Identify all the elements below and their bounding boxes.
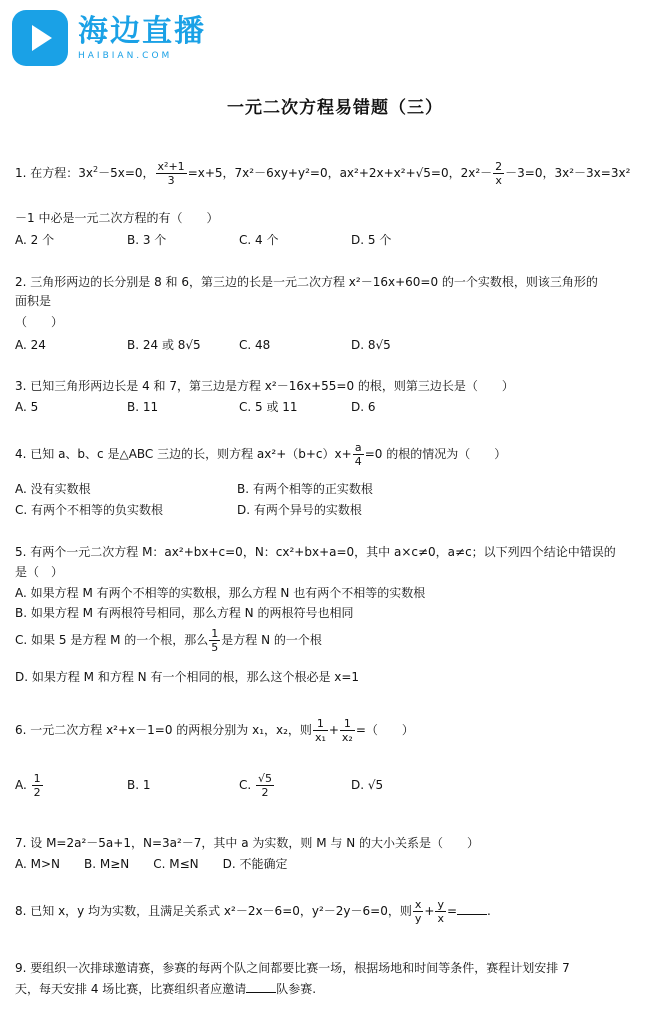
q1-line2: －1 中必是一元二次方程的有（ ） (15, 211, 219, 225)
q2-opt-d: D. 8√5 (351, 338, 391, 352)
q1-opt-b: B. 3 个 (127, 233, 167, 247)
q4-options-row1 (15, 480, 459, 497)
q4-opt-b: B. 有两个相等的正实数根 (237, 482, 373, 496)
page-title: 一元二次方程易错题（三） (227, 98, 443, 118)
q6-opt-c: C. $\frac{√5}{2}$ (239, 772, 273, 799)
logo (12, 10, 206, 66)
answer-blank (457, 904, 487, 915)
q1-opt-a: A. 2 个 (15, 233, 55, 247)
q1-opt-c: C. 4 个 (239, 233, 279, 247)
q1-options (15, 231, 463, 248)
q8-line1: 8. 已知 x，y 均为实数，且满足关系式 x²－2x－6=0，y²－2y－6=0，则 $\frac{x}{y}$ + $\frac{y}{x}$ = . (15, 898, 491, 925)
q2-opt-c: C. 48 (239, 338, 271, 352)
q3-opt-d: D. 6 (351, 400, 376, 414)
q1-line1: 1. 在方程：$3x^2-5x=0$， $\frac{\text{x²+1}}{3}$ =x+5，7x²－6xy+y²=0，ax²+2x+x²+√5=0，2x²－ $\frac{2}{x}$ －3=0，3x²－3x=3x² (15, 160, 631, 187)
q6-opt-d: D. √5 (351, 778, 384, 792)
q7-options: A. M>N B. M≥N C. M≤N D. 不能确定 (15, 857, 288, 871)
q2-opt-b: B. 24 或 8√5 (127, 338, 201, 352)
q2-line2: 面积是 (15, 294, 52, 308)
q7-line1: 7. 设 M=2a²－5a+1，N=3a²－7，其中 a 为实数，则 M 与 N 的大小关系是（ ） (15, 836, 480, 850)
answer-blank (246, 982, 276, 993)
q5-opt-d: D. 如果方程 M 和方程 N 有一个相同的根，那么这个根必是 x=1 (15, 670, 360, 684)
q6-opt-a: A. $\frac{1}{2}$ (15, 772, 41, 799)
q2-options (15, 336, 463, 353)
logo-cn: 海边直播 (78, 14, 206, 49)
logo-en: HAIBIAN.COM (78, 51, 173, 61)
q4-line1: 4. 已知 a、b、c 是△ABC 三边的长，则方程 ax²+（b+c）x+ $\frac{a}{4}$ =0 的根的情况为（ ） (15, 441, 507, 468)
q5-line1: 5. 有两个一元二次方程 M：ax²+bx+c=0，N：cx²+bx+a=0，其中 a×c≠0，a≠c；以下列四个结论中错误的 (15, 545, 616, 559)
q3-opt-c: C. 5 或 11 (239, 400, 298, 414)
q5-line2: 是（ ） (15, 565, 64, 579)
q9-line2: 天，每天安排 4 场比赛，比赛组织者应邀请 队参赛. (15, 982, 317, 996)
q5-opt-a: A. 如果方程 M 有两个不相等的实数根，那么方程 N 也有两个不相等的实数根 (15, 586, 426, 600)
q4-opt-a: A. 没有实数根 (15, 482, 91, 496)
q6-opt-b: B. 1 (127, 778, 151, 792)
q3-options (15, 398, 463, 415)
q3-opt-a: A. 5 (15, 400, 39, 414)
play-icon (12, 10, 68, 66)
q3-line1: 3. 已知三角形两边长是 4 和 7，第三边是方程 x²－16x+55=0 的根，则第三边长是（ ） (15, 379, 514, 393)
q6-line1: 6. 一元二次方程 x²+x－1=0 的两根分别为 x₁，x₂，则 $\frac{1}{\text{x₁}}$ + $\frac{1}{\text{x₂}}$ =（ ） (15, 717, 414, 744)
q5-opt-c: C. 如果 5 是方程 M 的一个根，那么 $\frac{1}{5}$ 是方程 N 的一个根 (15, 627, 322, 654)
q6-options (15, 772, 463, 799)
q5-opt-b: B. 如果方程 M 有两根符号相同，那么方程 N 的两根符号也相同 (15, 606, 354, 620)
q3-opt-b: B. 11 (127, 400, 159, 414)
q1-opt-d: D. 5 个 (351, 233, 392, 247)
q4-options-row2 (15, 501, 459, 518)
q2-opt-a: A. 24 (15, 338, 46, 352)
q2-line3: （ ） (15, 315, 64, 329)
q4-opt-c: C. 有两个不相等的负实数根 (15, 503, 164, 517)
q4-opt-d: D. 有两个异号的实数根 (237, 503, 362, 517)
q9-line1: 9. 要组织一次排球邀请赛，参赛的每两个队之间都要比赛一场，根据场地和时间等条件，赛程计划安排 7 (15, 961, 570, 975)
q2-line1: 2. 三角形两边的长分别是 8 和 6，第三边的长是一元二次方程 x²－16x+60=0 的一个实数根，则该三角形的 (15, 275, 598, 289)
